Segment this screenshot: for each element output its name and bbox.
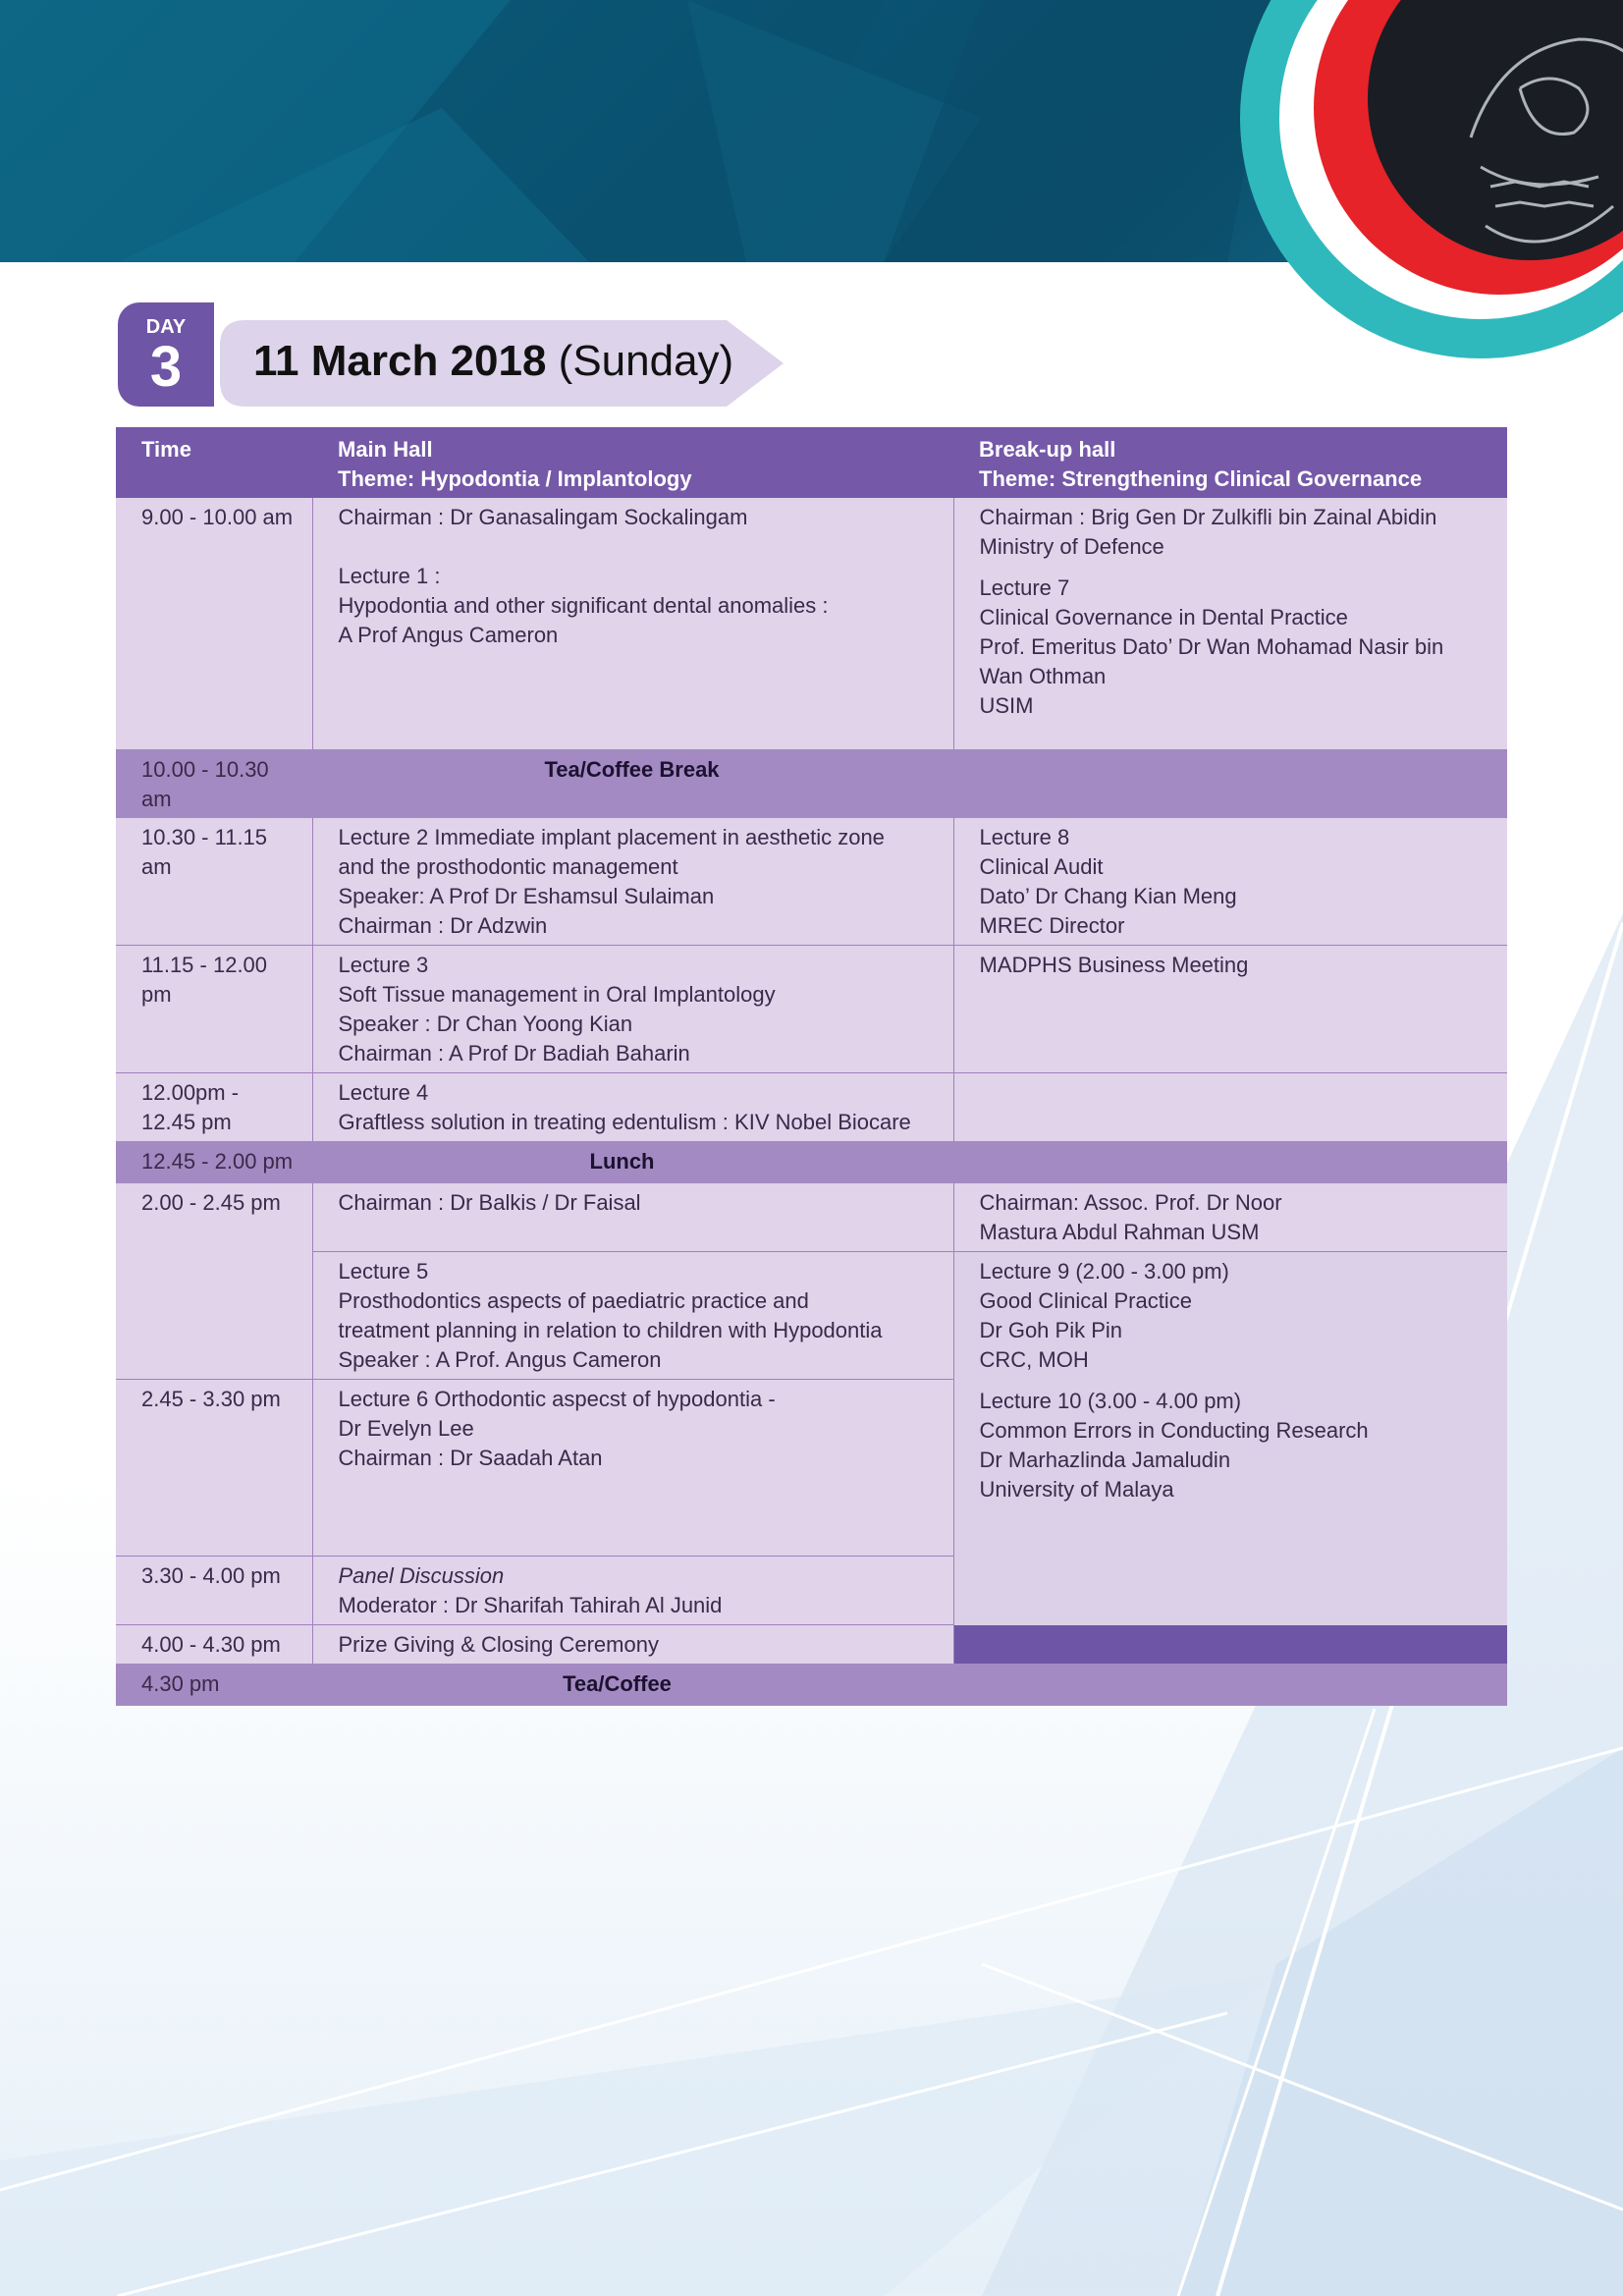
lecture-topic: Common Errors in Conducting Research: [979, 1418, 1369, 1443]
table-header-row: [116, 427, 1507, 498]
lecture-org: University of Malaya: [979, 1477, 1174, 1502]
time-cell: 11.15 - 12.00 pm: [116, 946, 312, 1073]
lecture-topic: and the prosthodontic management: [338, 854, 678, 879]
break-hall-title: Break-up hall: [979, 437, 1116, 462]
break-hall-filler: [953, 1625, 1507, 1665]
chairman: Chairman : Dr Balkis / Dr Faisal: [338, 1190, 641, 1215]
time-cell: 4.00 - 4.30 pm: [116, 1625, 312, 1665]
spacer: [339, 532, 942, 562]
main-hall-cell: [312, 1380, 953, 1557]
header-main-hall: [312, 427, 953, 498]
lecture-speaker: Dato’ Dr Chang Kian Meng: [979, 884, 1237, 908]
lecture-speaker: Dr Evelyn Lee: [338, 1416, 474, 1441]
table-row: [116, 946, 1507, 1073]
lecture-title: Lecture 10 (3.00 - 4.00 pm): [979, 1389, 1242, 1413]
lecture-speaker: Speaker: A Prof Dr Eshamsul Sulaiman: [338, 884, 715, 908]
break-row: [116, 1141, 1507, 1183]
break-label: Lunch: [589, 1149, 655, 1174]
table-row: [116, 1183, 1507, 1252]
lecture-org: MREC Director: [979, 913, 1125, 938]
table-row: [116, 498, 1507, 749]
main-hall-cell: [312, 498, 953, 749]
panel-title: Panel Discussion: [338, 1563, 505, 1588]
lecture-title: Lecture 2 Immediate implant placement in aesthetic zone: [338, 825, 885, 849]
break-hall-cell: [953, 498, 1507, 749]
lecture-org: CRC, MOH: [979, 1347, 1089, 1372]
break-row: [116, 1664, 1507, 1706]
time-cell: 9.00 - 10.00 am: [116, 498, 312, 749]
day-badge: [118, 302, 214, 407]
break-hall-cell: [953, 1252, 1507, 1625]
header-time-label: Time: [141, 437, 191, 462]
lecture-title: Lecture 3: [338, 953, 429, 977]
table-row: [116, 1625, 1507, 1665]
main-hall-theme: Theme: Hypodontia / Implantology: [338, 466, 692, 491]
lecture-topic: Clinical Audit: [979, 854, 1104, 879]
lecture-speaker: A Prof Angus Cameron: [338, 623, 559, 647]
table-row: [116, 818, 1507, 946]
main-hall-cell: [312, 1183, 953, 1252]
meeting-title: MADPHS Business Meeting: [979, 953, 1249, 977]
lecture-title: Lecture 7: [979, 575, 1070, 600]
lecture-speaker: Dr Marhazlinda Jamaludin: [979, 1448, 1231, 1472]
main-hall-cell: [312, 1073, 953, 1142]
break-row: [116, 749, 1507, 818]
header-break-hall: [953, 427, 1507, 498]
time-cell: 4.30 pm: [116, 1664, 312, 1706]
main-hall-cell: [312, 1252, 953, 1380]
date-bold: 11 March 2018: [253, 337, 547, 385]
lecture-speaker: Dr Goh Pik Pin: [979, 1318, 1122, 1342]
break-hall-cell: [953, 946, 1507, 1073]
lecture-title: Lecture 5: [338, 1259, 429, 1284]
time-start: 12.00pm -: [141, 1080, 240, 1105]
time-cell: 3.30 - 4.00 pm: [116, 1557, 312, 1625]
time-cell: [116, 1073, 312, 1142]
lecture-topic: Soft Tissue management in Oral Implantology: [338, 982, 776, 1007]
break-hall-cell: [953, 1073, 1507, 1142]
moderator: Moderator : Dr Sharifah Tahirah Al Junid: [338, 1593, 723, 1617]
chairman-org: Mastura Abdul Rahman USM: [979, 1220, 1260, 1244]
table-row: [116, 1073, 1507, 1142]
lecture-topic: Clinical Governance in Dental Practice: [979, 605, 1348, 629]
break-cell: [312, 749, 1507, 818]
main-hall-cell: [312, 1557, 953, 1625]
programme-table: [116, 427, 1507, 1706]
lecture-speaker: Prof. Emeritus Dato’ Dr Wan Mohamad Nasir bin: [979, 634, 1444, 659]
time-cell: 2.00 - 2.45 pm: [116, 1183, 312, 1380]
lecture-topic: Hypodontia and other significant dental anomalies :: [338, 593, 829, 618]
lecture-title: Lecture 9 (2.00 - 3.00 pm): [979, 1259, 1229, 1284]
lecture-speaker-cont: Wan Othman: [979, 664, 1107, 688]
main-hall-cell: Prize Giving & Closing Ceremony: [312, 1625, 953, 1665]
chairman: Chairman : Brig Gen Dr Zulkifli bin Zainal Abidin: [979, 505, 1437, 529]
lecture-topic-cont: treatment planning in relation to children with Hypodontia: [338, 1318, 883, 1342]
time-cell: 10.00 - 10.30 am: [116, 749, 312, 818]
main-hall-cell: [312, 946, 953, 1073]
header-time: [116, 427, 312, 498]
chairman: Chairman: Assoc. Prof. Dr Noor: [979, 1190, 1282, 1215]
lecture-topic: Graftless solution in treating edentulism : KIV Nobel Biocare: [338, 1110, 911, 1134]
break-hall-theme: Theme: Strengthening Clinical Governance: [979, 466, 1423, 491]
lecture-topic: Good Clinical Practice: [979, 1288, 1192, 1313]
break-hall-cell: [953, 1183, 1507, 1252]
chairman: Chairman : Dr Adzwin: [338, 913, 548, 938]
lecture-title: Lecture 4: [338, 1080, 429, 1105]
chairman: Chairman : Dr Saadah Atan: [338, 1446, 603, 1470]
spacer: [980, 562, 1496, 574]
chairman: Chairman : A Prof Dr Badiah Baharin: [338, 1041, 690, 1066]
break-cell: [312, 1141, 1507, 1183]
break-label: Tea/Coffee Break: [544, 757, 720, 782]
lecture-title: Lecture 1 :: [338, 564, 441, 588]
chairman-org: Ministry of Defence: [979, 534, 1164, 559]
chairman: Chairman : Dr Ganasalingam Sockalingam: [338, 505, 748, 529]
main-hall-title: Main Hall: [338, 437, 433, 462]
lecture-org: USIM: [979, 693, 1034, 718]
time-cell: 2.45 - 3.30 pm: [116, 1380, 312, 1557]
main-hall-cell: [312, 818, 953, 946]
lecture-speaker: Speaker : Dr Chan Yoong Kian: [338, 1011, 633, 1036]
skull-xray-emblem: [1235, 0, 1623, 383]
date-weekday: (Sunday): [546, 337, 734, 385]
break-label: Tea/Coffee: [563, 1671, 672, 1696]
lecture-topic: Prosthodontics aspects of paediatric practice and: [338, 1288, 809, 1313]
page-title: [253, 332, 733, 391]
lecture-title: Lecture 6 Orthodontic aspecst of hypodontia -: [338, 1387, 776, 1411]
lecture-title: Lecture 8: [979, 825, 1070, 849]
time-cell: 10.30 - 11.15 am: [116, 818, 312, 946]
time-cell: 12.45 - 2.00 pm: [116, 1141, 312, 1183]
lecture-speaker: Speaker : A Prof. Angus Cameron: [338, 1347, 662, 1372]
day-number: 3: [149, 335, 183, 399]
day-label: DAY: [145, 316, 187, 338]
spacer: [980, 1375, 1496, 1387]
break-cell: [312, 1664, 1507, 1706]
break-hall-cell: [953, 818, 1507, 946]
time-end: 12.45 pm: [141, 1110, 232, 1134]
table-row: [116, 1252, 1507, 1380]
